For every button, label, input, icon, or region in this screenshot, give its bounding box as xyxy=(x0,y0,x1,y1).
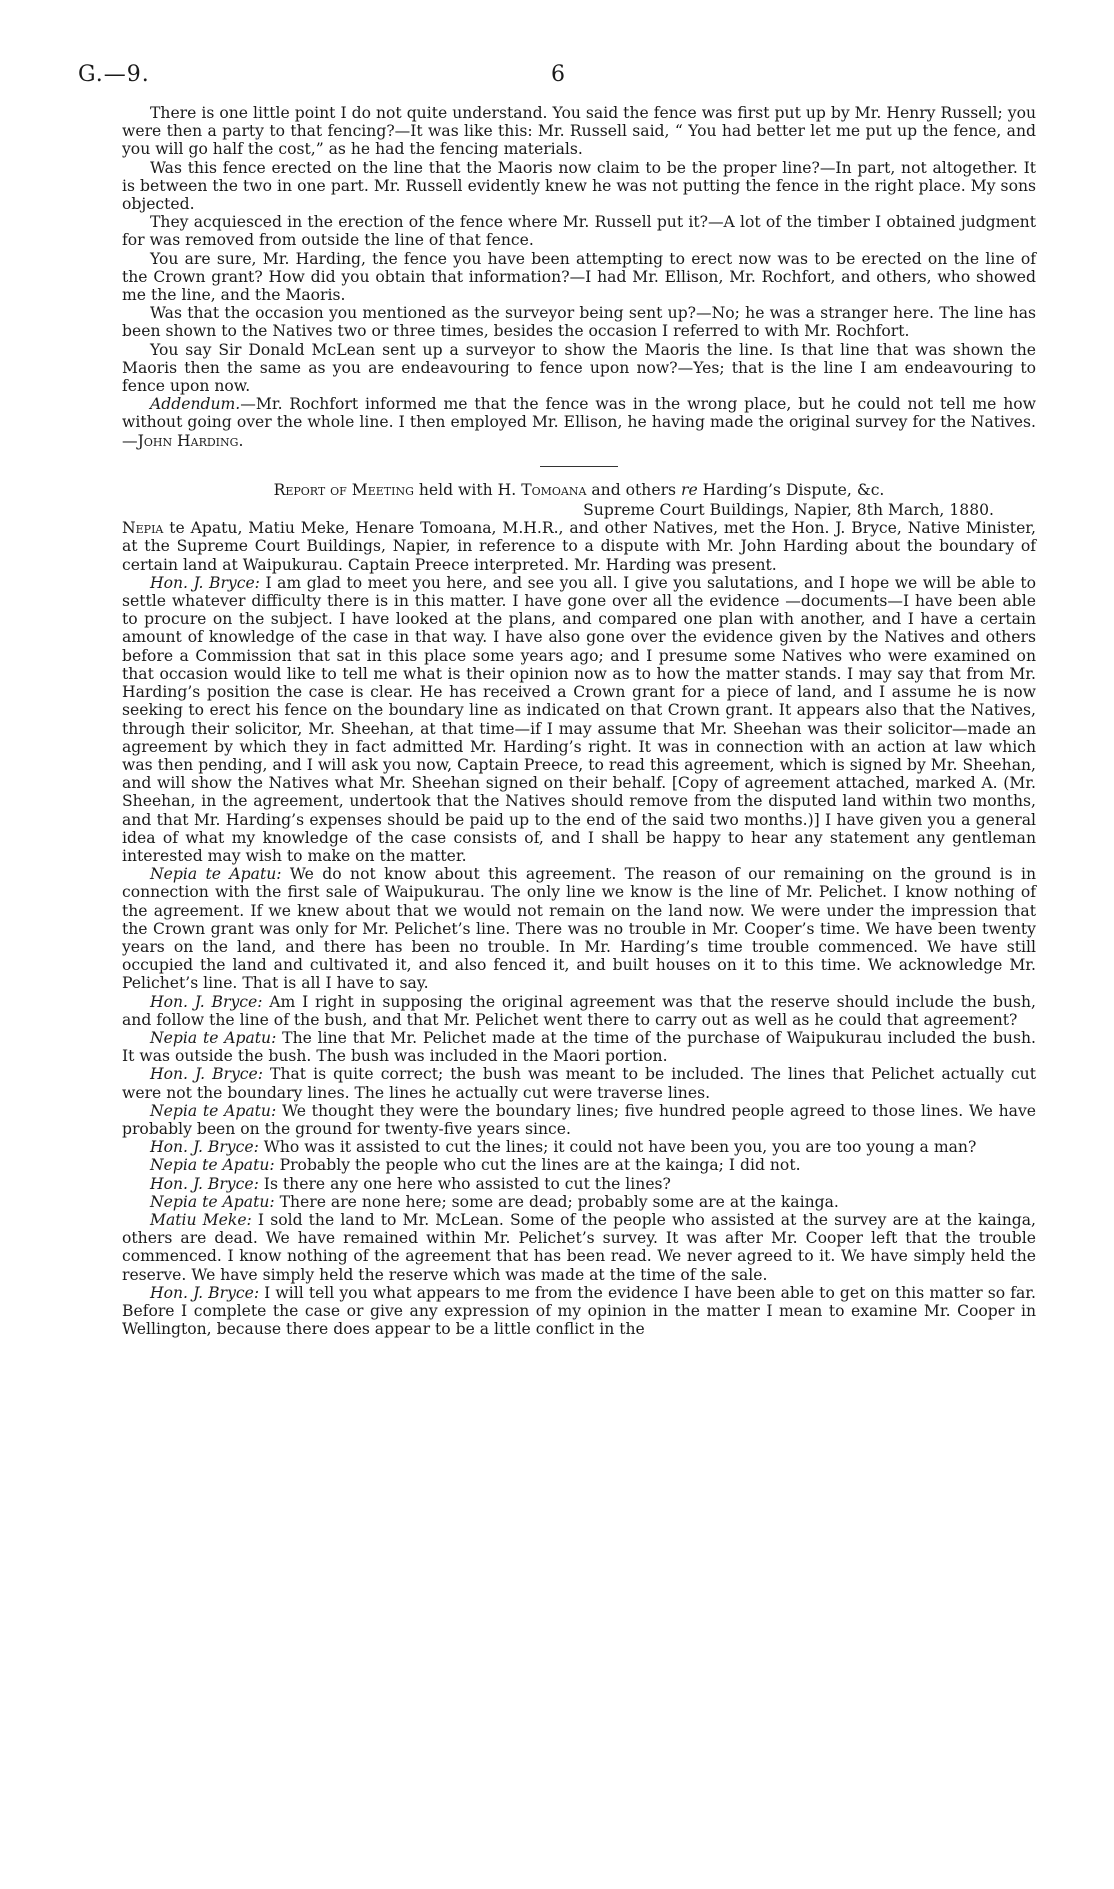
paragraph: You say Sir Donald McLean sent up a surveyor to show the Maoris the line. Is that line that was shown the Maoris then the same as you are endeavouring to fence upon now?—Yes; that is the line I am endeavouring to fence upon now. xyxy=(122,340,1036,396)
dialogue-paragraph xyxy=(122,574,1036,865)
page-header xyxy=(78,62,1036,92)
report-title-part: Tomoana xyxy=(521,480,587,499)
dialogue-text: We thought they were the boundary lines; five hundred people agreed to those lines. We have probably been on the ground for twenty-five years since. xyxy=(122,1101,1036,1138)
dialogue-text: Probably the people who cut the lines are at the kainga; I did not. xyxy=(274,1156,801,1175)
report-title-part: and others xyxy=(586,480,681,499)
dialogue-text: That is quite correct; the bush was meant to be included. The lines that Pelichet actually cut were not the boundary lines. The lines he actually cut were traverse lines. xyxy=(122,1065,1036,1102)
dialogue-text: The line that Mr. Pelichet made at the time of the purchase of Waipukurau included the bush. It was outside the bush. The bush was included in the Maori portion. xyxy=(122,1028,1036,1066)
dialogue xyxy=(122,574,1036,1339)
speaker-name: Hon. J. Bryce: xyxy=(150,1138,259,1157)
speaker-name: Matiu Meke: xyxy=(150,1210,252,1229)
intro-name: Nepia xyxy=(122,519,164,538)
report-title xyxy=(122,481,1036,499)
speaker-name: Hon. J. Bryce: xyxy=(150,1174,259,1193)
section-divider xyxy=(540,466,618,467)
dialogue-text: I will tell you what appears to me from the evidence I have been able to get on this matter so far. Before I complete the case or give any expression of my opinion in the matter I mean to examine Mr. Cooper in Wellington, because there does appear to be a little conflict in the xyxy=(122,1283,1036,1339)
addendum-label: Addendum. xyxy=(150,395,241,414)
dialogue-paragraph xyxy=(122,1175,1036,1193)
speaker-name: Nepia te Apatu: xyxy=(150,1192,275,1211)
paragraph: Was this fence erected on the line that the Maoris now claim to be the proper line?—In part, not altogether. It is between the two in one part. Mr. Russell evidently knew he was not putting the fence in the right place. My sons objected. xyxy=(122,158,1036,214)
speaker-name: Hon. J. Bryce: xyxy=(150,992,263,1011)
report-title-part: Harding’s Dispute, &c. xyxy=(697,480,885,499)
dialogue-text: There are none here; some are dead; probably some are at the kainga. xyxy=(274,1192,839,1211)
dialogue-paragraph xyxy=(122,1156,1036,1174)
paragraph: They acquiesced in the erection of the fence where Mr. Russell put it?—A lot of the timber I obtained judgment for was removed from outside the line of that fence. xyxy=(122,213,1036,250)
dialogue-text: Am I right in supposing the original agreement was that the reserve should include the bush, and follow the line of the bush, and that Mr. Pelichet went there to carry out as well as he could that agreement? xyxy=(122,992,1036,1029)
paragraph: There is one little point I do not quite understand. You said the fence was first put up by Mr. Henry Russell; you were then a party to that fencing?—It was like this: Mr. Russell said, “ You had better let me put up the fence, and you will go half the cost,” as he had the fencing materials. xyxy=(122,104,1036,159)
report-title-part: re xyxy=(680,480,698,499)
dialogue-paragraph xyxy=(122,1284,1036,1339)
page-body xyxy=(122,104,1036,1338)
speaker-name: Nepia te Apatu: xyxy=(150,865,282,884)
dialogue-paragraph xyxy=(122,1138,1036,1156)
dialogue-paragraph xyxy=(122,993,1036,1029)
dialogue-text: Is there any one here who assisted to cut the lines? xyxy=(258,1174,671,1193)
speaker-name: Hon. J. Bryce: xyxy=(150,1065,264,1084)
dialogue-text: I am glad to meet you here, and see you all. I give you salutations, and I hope we will be able to settle whatever difficulty there is in this matter. I have gone over all the evidence —documents—I have been able to procure on the subject. I have looked at the plans, and compared one plan with another, and I have a certain amount of knowledge of the case in that way. I have also gone over the evidence given by the Natives and others before a Commission that sat in this place some years ago; and I presume some Natives who were examined on that occasion would like to tell me what is their opinion now as to how the matter stands. I may say that from Mr. Harding’s position the case is clear. He has received a Crown grant for a piece of land, and I assume he is now seeking to erect his fence on the boundary line as indicated on that Crown grant. It appears also that the Natives, through their solicitor, Mr. Sheehan, at that time—if I may assume that Mr. Sheehan was their solicitor—made an agreement by which they in fact admitted Mr. Harding’s right. It was in connection with an action at law which was then pending, and I will ask you now, Captain Preece, to read this agreement, which is signed by Mr. Sheehan, and will show the Natives what Mr. Sheehan signed on their behalf. [Copy of agreement attached, marked A. (Mr. Sheehan, in the agreement, undertook that the Natives should remove from the disputed land within two months, and that Mr. Harding’s expenses should be paid up to the end of the said two months.)] I have given you a general idea of what my knowledge of the case consists of, and I shall be happy to hear any statement any gentleman interested may wish to make on the matter. xyxy=(122,573,1036,865)
speaker-name: Nepia te Apatu: xyxy=(150,1156,275,1175)
dialogue-paragraph xyxy=(122,1029,1036,1065)
speaker-name: Nepia te Apatu: xyxy=(150,1101,277,1120)
dialogue-text: Who was it assisted to cut the lines; it could not have been you, you are too young a man? xyxy=(258,1138,977,1157)
signature: John Harding. xyxy=(137,431,244,450)
report-intro xyxy=(122,519,1036,574)
report-title-part: held with H. xyxy=(413,480,522,499)
dialogue-paragraph xyxy=(122,1193,1036,1211)
page-number: 6 xyxy=(551,62,565,87)
document-id: G.—9. xyxy=(78,62,150,87)
speaker-name: Hon. J. Bryce: xyxy=(150,1283,260,1302)
intro-text: te Apatu, Matiu Meke, Henare Tomoana, M.H.R., and other Natives, met the Hon. J. Bryce, Native Minister, at the Supreme Court Buildings, Napier, in reference to a dispute with Mr. John Harding about the boundary of certain land at Waipukurau. Captain Preece interpreted. Mr. Harding was present. xyxy=(122,519,1036,574)
dateline: Supreme Court Buildings, Napier, 8th March, 1880. xyxy=(583,501,994,520)
paragraph: You are sure, Mr. Harding, the fence you have been attempting to erect now was to be erected on the line of the Crown grant? How did you obtain that information?—I had Mr. Ellison, Mr. Rochfort, and others, who showed me the line, and the Maoris. xyxy=(122,249,1036,305)
paragraph: Was that the occasion you mentioned as the surveyor being sent up?—No; he was a stranger here. The line has been shown to the Natives two or three times, besides the occasion I referred to with Mr. Rochfort. xyxy=(122,304,1036,341)
dialogue-paragraph xyxy=(122,1102,1036,1138)
dialogue-text: We do not know about this agreement. The reason of our remaining on the ground is in connection with the first sale of Waipukurau. The only line we know is the line of Mr. Pelichet. I know nothing of the agreement. If we knew about that we would not remain on the land now. We were under the impression that the Crown grant was only for Mr. Pelichet’s line. There was no trouble in Mr. Cooper’s time. We have been twenty years on the land, and there has been no trouble. In Mr. Harding’s time trouble commenced. We have still occupied the land and cultivated it, and also fenced it, and built houses on it to this time. We acknowledge Mr. Pelichet’s line. That is all I have to say. xyxy=(122,865,1036,993)
speaker-name: Hon. J. Bryce: xyxy=(150,573,260,592)
addendum-paragraph xyxy=(122,395,1036,450)
dialogue-paragraph xyxy=(122,865,1036,992)
dialogue-text: I sold the land to Mr. McLean. Some of the people who assisted at the survey are at the kainga, others are dead. We have remained within Mr. Pelichet’s survey. It was after Mr. Cooper left that the trouble commenced. I know nothing of the agreement that has been read. We never agreed to it. We have simply held the reserve. We have simply held the reserve which was made at the time of the sale. xyxy=(122,1210,1036,1284)
speaker-name: Nepia te Apatu: xyxy=(150,1028,277,1047)
dialogue-paragraph xyxy=(122,1211,1036,1284)
addendum-text: —Mr. Rochfort informed me that the fence was in the wrong place, but he could not tell me how without going over the whole line. I then employed Mr. Ellison, he having made the original survey for the Natives.— xyxy=(122,395,1036,450)
report-title-part: Report of Meeting xyxy=(273,480,414,499)
dialogue-paragraph xyxy=(122,1065,1036,1101)
